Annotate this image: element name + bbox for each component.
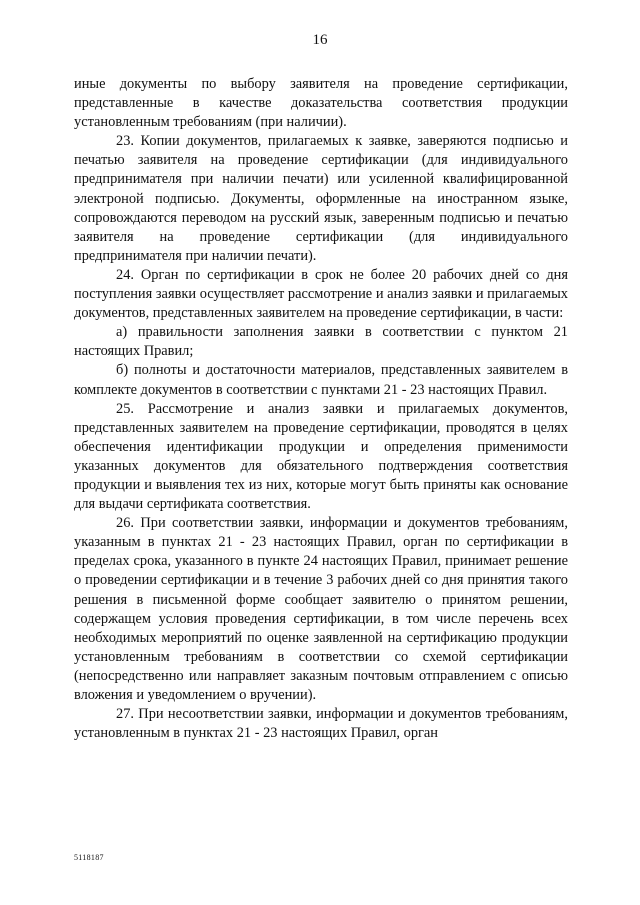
document-body [74, 75, 568, 743]
page-number: 16 [312, 32, 328, 48]
paragraph-clause-27: 27. При несоответствии заявки, информации и документов требованиям, установленным в пунктах 21 - 23 настоящих Правил, орган [74, 706, 568, 742]
paragraph-clause-25: 25. Рассмотрение и анализ заявки и прилагаемых документов, представленных заявителем на проведение сертификации, проводятся в целях обеспечения идентификации продукции и определения применимости указанных документов для обязательного подтверждения соответствия продукции и выявления тех из них, которые могут быть приняты как основание для выдачи сертификата соответствия. [74, 400, 568, 513]
paragraph-continuation: иные документы по выбору заявителя на проведение сертификации, представленные в качестве доказательства соответствия продукции установленным требованиям (при наличии). [74, 76, 568, 131]
paragraph-clause-24-a: а) правильности заполнения заявки в соответствии с пунктом 21 настоящих Правил; [74, 324, 568, 360]
paragraph-clause-23: 23. Копии документов, прилагаемых к заявке, заверяются подписью и печатью заявителя на проведение сертификации (для индивидуального предпринимателя при наличии печати) или усиленной квалифицированной электроной подписью. Документы, оформленные на иностранном языке, сопровождаются переводом на русский язык, заверенным подписью и печатью заявителя на проведение сертификации (для индивидуального предпринимателя при наличии печати). [74, 133, 568, 264]
paragraph-clause-24-b: б) полноты и достаточности материалов, представленных заявителем в комплекте документов в соответствии с пунктами 21 - 23 настоящих Правил. [74, 362, 568, 398]
paragraph-clause-26: 26. При соответствии заявки, информации и документов требованиям, указанным в пунктах 21 - 23 настоящих Правил, орган по сертификации в пределах срока, указанного в пункте 24 настоящих Правил, принимает решение о проведении сертификации и в течение 3 рабочих дней со дня принятия такого решения в письменной форме сообщает заявителю о принятом решении, содержащем условия проведения сертификации, в том числе перечень всех необходимых мероприятий по оценке заявленной на сертификацию продукции установленным требованиям в соответствии со схемой сертификации (непосредственно или направляет заказным почтовым отправлением с описью вложения и уведомлением о вручении). [74, 515, 568, 703]
paragraph-clause-24: 24. Орган по сертификации в срок не более 20 рабочих дней со дня поступления заявки осуществляет рассмотрение и анализ заявки и прилагаемых документов, представленных заявителем на проведение сертификации, в части: [74, 266, 568, 322]
document-code: 5118187 [74, 853, 104, 862]
